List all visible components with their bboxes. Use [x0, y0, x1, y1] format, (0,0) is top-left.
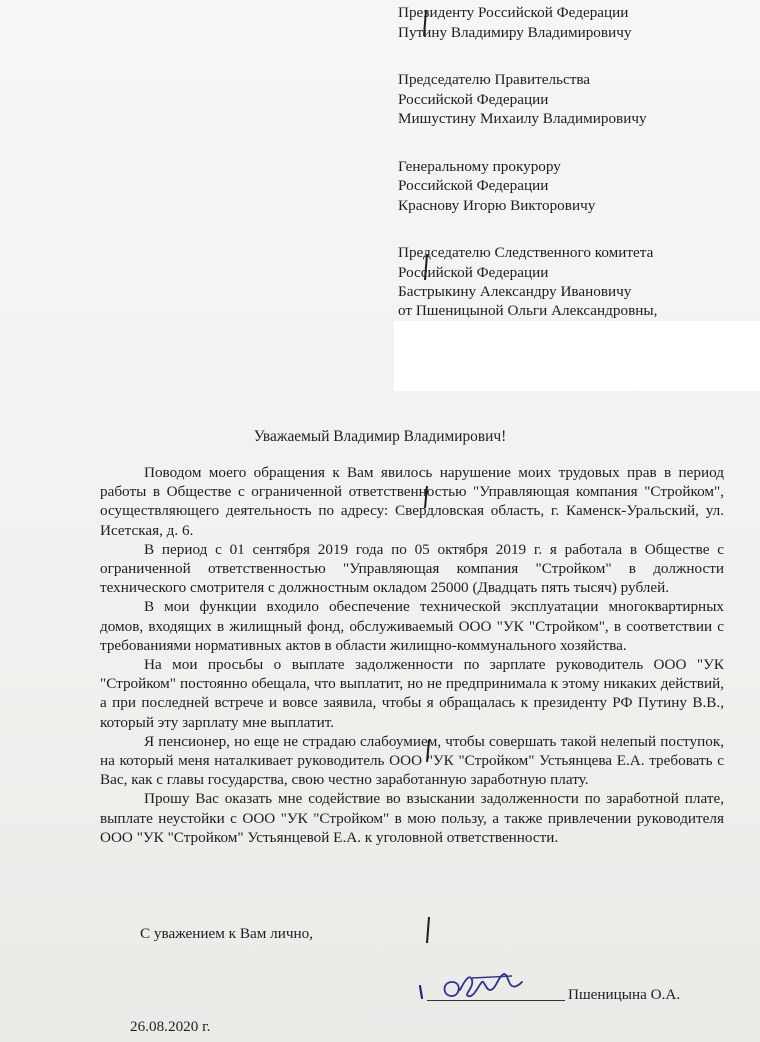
- stray-pen-mark: [423, 915, 433, 945]
- addressee-block: [398, 3, 743, 330]
- addressee-line: Краснову Игорю Викторовичу: [398, 196, 596, 214]
- addressee-prosecutor-general: [398, 157, 743, 216]
- body-paragraph: На мои просьбы о выплате задолженности по зарплате руководитель ООО "УК "Стройком" постоянно обещала, что выплатит, но не предпринимала к этому никаких действий, а при последней встрече и вовсе заявила, чтобы я обращалась к президенту РФ Путину В.В., который эту зарплату мне выплатит.: [100, 656, 724, 731]
- body-paragraph: Я пенсионер, но еще не страдаю слабоумием, чтобы совершать такой нелепый поступок, на который меня наталкивает руководитель ООО "УК "Стройком" Устьянцева Е.А. требовать с Вас, как с главы государства, свою честно заработанную заработную плату.: [100, 732, 724, 789]
- closing-phrase: С уважением к Вам лично,: [140, 925, 313, 942]
- addressee-president: [398, 3, 743, 42]
- addressee-line: Президенту Российской Федерации: [398, 4, 629, 21]
- stray-pen-mark: [423, 738, 433, 764]
- addressee-investigative-committee: [398, 243, 743, 302]
- redacted-address-area: [394, 321, 760, 391]
- addressee-line: Российской Федерации: [398, 90, 549, 108]
- body-paragraph: В мои функции входило обеспечение технической эксплуатации многоквартирных домов, входящих в жилищный фонд, обслуживаемый ООО "УК "Стройком", в соответствии с требованиями нормативных актов в области жилищно-коммунального хозяйства.: [100, 598, 724, 654]
- addressee-line: Мишустину Михаилу Владимировичу: [398, 110, 647, 127]
- addressee-line: Генеральному прокурору: [398, 157, 561, 175]
- addressee-line: Российской Федерации: [398, 263, 549, 281]
- stray-pen-mark: [421, 252, 431, 282]
- addressee-line: Председателю Правительства: [398, 71, 591, 88]
- letter-body: [100, 463, 724, 847]
- addressee-line: Путину Владимиру Владимировичу: [398, 23, 632, 41]
- body-paragraph: В период с 01 сентября 2019 года по 05 октября 2019 г. я работала в Обществе с ограниченной ответственностью "Управляющая компания "Стройком" в должности технического смотрителя с должностным окладом 25000 (Двадцать пять тысяч) рублей.: [100, 540, 724, 597]
- sender-line: от Пшеницыной Ольги Александровны,: [398, 302, 658, 319]
- addressee-line: Бастрыкину Александру Ивановичу: [398, 283, 632, 300]
- signer-name: Пшеницына О.А.: [568, 986, 681, 1003]
- addressee-line: Председателю Следственного комитета: [398, 244, 654, 261]
- body-paragraph: Прошу Вас оказать мне содействие во взыскании задолженности по заработной плате, выплате неустойки с ООО "УК "Стройком" в мою пользу, а также привлечении руководителя ООО "УК "Стройком" Устьянцевой Е.А. к уголовной ответственности.: [100, 790, 724, 846]
- body-paragraph: Поводом моего обращения к Вам явилось нарушение моих трудовых прав в период работы в Обществе с ограниченной ответственностью "Управляющая компания "Стройком", осуществляющего деятельность по адресу: Свердловская область, г. Каменск-Уральский, ул. Исетская, д. 6.: [100, 464, 724, 539]
- letter-date: 26.08.2020 г.: [130, 1018, 211, 1035]
- stray-pen-mark: [420, 8, 430, 38]
- salutation: Уважаемый Владимир Владимирович!: [253, 428, 507, 445]
- stray-pen-mark: [421, 484, 431, 510]
- addressee-line: Российской Федерации: [398, 177, 549, 194]
- signature-line: [427, 1000, 565, 1001]
- addressee-prime-minister: [398, 70, 743, 129]
